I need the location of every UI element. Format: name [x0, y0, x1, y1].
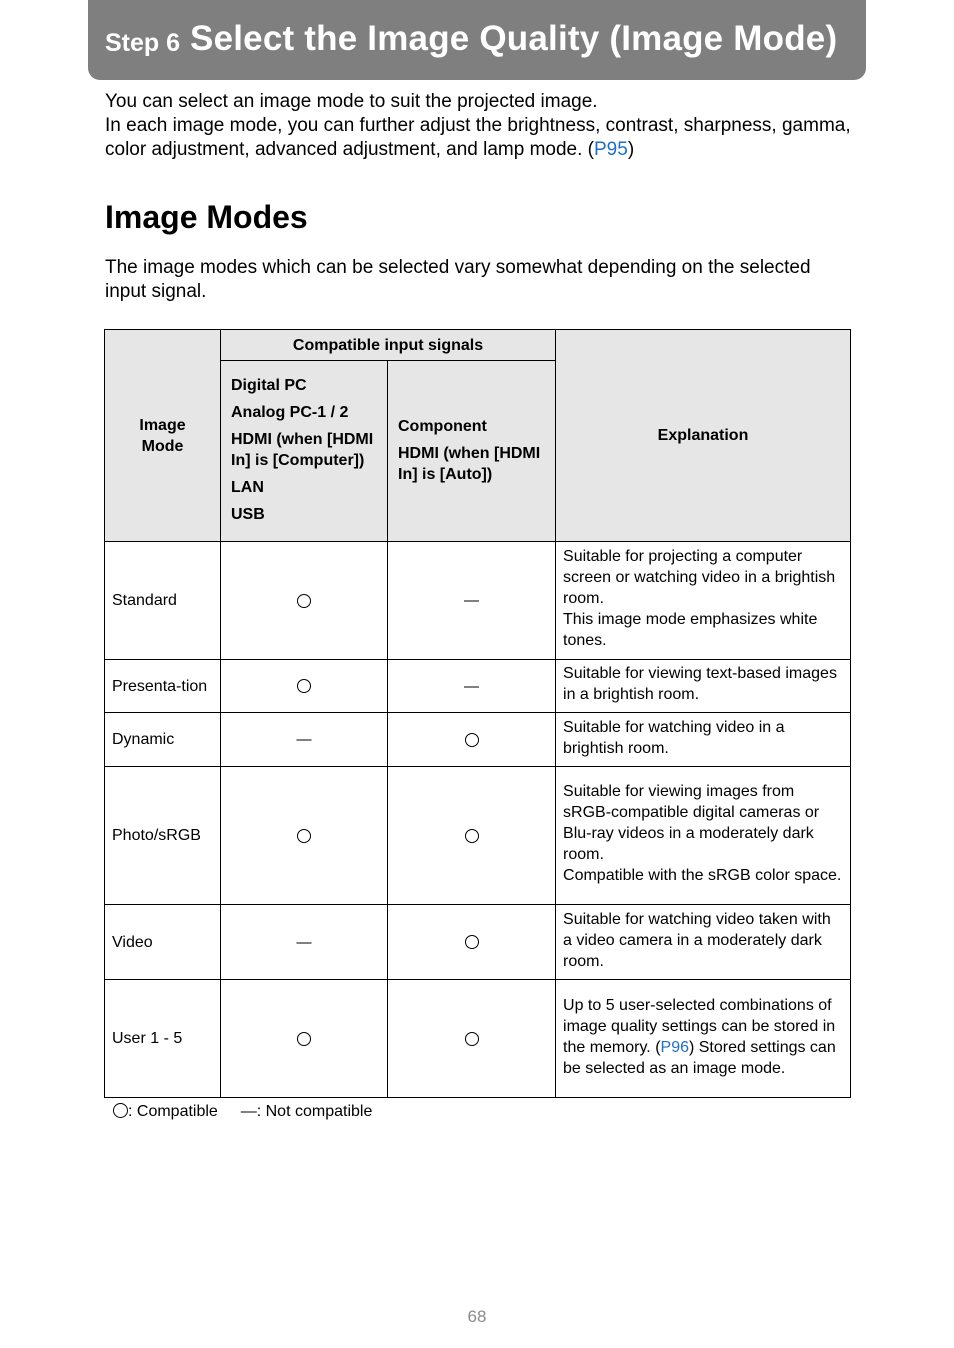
- header-signal-group-2: [388, 361, 556, 542]
- explanation-line: Suitable for viewing text-based images in a brightish room.: [563, 665, 837, 703]
- explanation-cell: [556, 905, 851, 980]
- explanation-line: Suitable for viewing images from sRGB-compatible digital cameras or Blu-ray videos in a moderately dark room.: [563, 783, 820, 863]
- step-label: Step 6: [105, 28, 181, 57]
- page-banner: [88, 0, 866, 80]
- intro-line-2: [105, 114, 865, 162]
- table-row: [105, 980, 851, 1098]
- compatible-circle-icon: [388, 980, 556, 1098]
- intro-line-2-text: In each image mode, you can further adjust the brightness, contrast, sharpness, gamma, color adjustment, advanced adjustment, and lamp mode. (: [105, 115, 851, 160]
- table-row: [105, 767, 851, 905]
- circle-icon: [297, 594, 311, 608]
- not-compatible-dash-icon: [388, 542, 556, 660]
- legend: [113, 1102, 372, 1122]
- table-body: [105, 542, 851, 1098]
- image-mode-cell: Standard: [105, 542, 221, 660]
- intro-text: [105, 90, 865, 162]
- header-compatible-signals: Compatible input signals: [221, 330, 556, 361]
- explanation-cell: [556, 767, 851, 905]
- explanation-text: ) Stored settings can be selected as an image mode.: [563, 1038, 836, 1077]
- not-compatible-dash-icon: [221, 905, 388, 980]
- table-row: [105, 660, 851, 713]
- intro-line-2-end: ): [627, 139, 635, 160]
- legend-not-compatible-label: : Not compatible: [256, 1103, 373, 1120]
- circle-icon: [297, 1032, 311, 1046]
- table-row: [105, 542, 851, 660]
- image-modes-table: [104, 329, 851, 1098]
- dash-icon: —: [464, 677, 479, 695]
- header-explanation: Explanation: [556, 330, 851, 542]
- circle-icon: [465, 733, 479, 747]
- image-mode-cell: Video: [105, 905, 221, 980]
- compatible-circle-icon: [221, 980, 388, 1098]
- intro-line-1: You can select an image mode to suit the projected image.: [105, 91, 598, 112]
- section-heading: Image Modes: [105, 199, 308, 235]
- section-description: The image modes which can be selected vary somewhat depending on the selected input signal.: [105, 257, 811, 302]
- signal-line: HDMI (when [HDMI In] is [Auto]): [398, 444, 541, 483]
- signal-line: HDMI (when [HDMI In] is [Computer]): [231, 431, 374, 469]
- compatible-circle-icon: [388, 905, 556, 980]
- header-image-mode-line-1: Image: [139, 416, 186, 434]
- image-mode-cell: Dynamic: [105, 713, 221, 767]
- legend-compatible-label: : Compatible: [128, 1103, 218, 1120]
- explanation-line: Suitable for projecting a computer screen or watching video in a brightish room.: [563, 548, 836, 607]
- compatible-circle-icon: [221, 767, 388, 905]
- p95-link[interactable]: P95: [594, 139, 628, 160]
- signal-line: LAN: [231, 479, 264, 496]
- compatible-circle-icon: [221, 542, 388, 660]
- explanation-text: Up to 5 user-selected combinations of image quality settings can be stored in the memory. (: [563, 996, 836, 1056]
- image-mode-cell: Presenta-tion: [105, 660, 221, 713]
- compatible-circle-icon: [113, 1103, 128, 1118]
- dash-icon: —: [296, 933, 312, 951]
- header-image-mode: [105, 330, 221, 542]
- circle-icon: [297, 679, 311, 693]
- signal-line: Analog PC-1 / 2: [231, 404, 349, 421]
- explanation-line: This image mode emphasizes white tones.: [563, 611, 818, 649]
- compatible-circle-icon: [388, 713, 556, 767]
- table-row: [105, 713, 851, 767]
- explanation-line: Suitable for watching video in a brightish room.: [563, 718, 785, 757]
- explanation-cell: [556, 542, 851, 660]
- image-mode-cell: Photo/sRGB: [105, 767, 221, 905]
- circle-icon: [465, 935, 479, 949]
- dash-icon: —: [464, 592, 479, 609]
- signal-line: USB: [231, 506, 265, 523]
- circle-icon: [465, 1032, 479, 1046]
- page-number: 68: [467, 1307, 487, 1326]
- header-signal-group-1: [221, 361, 388, 542]
- circle-icon: [297, 829, 311, 843]
- p96-link[interactable]: P96: [660, 1038, 689, 1056]
- signal-line: Component: [398, 417, 487, 435]
- compatible-circle-icon: [221, 660, 388, 713]
- table-row: [105, 905, 851, 980]
- explanation-cell: [556, 980, 851, 1098]
- image-mode-cell: User 1 - 5: [105, 980, 221, 1098]
- page-title: Select the Image Quality (Image Mode): [190, 19, 838, 58]
- header-image-mode-line-2: Mode: [141, 437, 184, 455]
- signal-line: Digital PC: [231, 377, 307, 394]
- circle-icon: [465, 829, 479, 843]
- explanation-line: Compatible with the sRGB color space.: [563, 867, 842, 884]
- not-compatible-dash-icon: —: [240, 1103, 257, 1120]
- not-compatible-dash-icon: [388, 660, 556, 713]
- explanation-line: Suitable for watching video taken with a video camera in a moderately dark room.: [563, 910, 831, 970]
- explanation-cell: [556, 660, 851, 713]
- dash-icon: —: [296, 731, 312, 748]
- not-compatible-dash-icon: [221, 713, 388, 767]
- explanation-cell: [556, 713, 851, 767]
- compatible-circle-icon: [388, 767, 556, 905]
